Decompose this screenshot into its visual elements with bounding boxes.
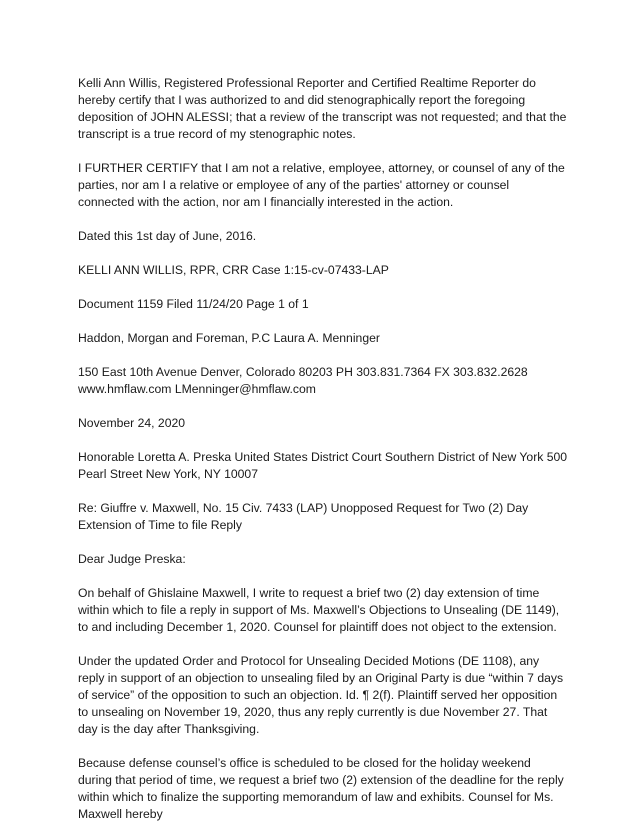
reporter-case-line: KELLI ANN WILLIS, RPR, CRR Case 1:15-cv-07433-LAP [78, 263, 389, 277]
body-paragraph-2: Under the updated Order and Protocol for Unsealing Decided Motions (DE 1108), any reply in support of an objection to unsealing filed by an Original Party is due “within 7 days of service” of the opposition to such an objection. Id. ¶ 2(f). Plaintiff served her opposition to unsealing on November 19, 2020, thus any reply currently is due November 27. That day is the day after Thanksgiving. [78, 654, 564, 736]
further-certify-paragraph: I FURTHER CERTIFY that I am not a relative, employee, attorney, or counsel of any of the parties, nor am I a relative or employee of any of the parties' attorney or counsel connected with the action, nor am I financially interested in the action. [78, 161, 565, 209]
re-line: Re: Giuffre v. Maxwell, No. 15 Civ. 7433 (LAP) Unopposed Request for Two (2) Day Extension of Time to file Reply [78, 501, 529, 532]
certification-paragraph: Kelli Ann Willis, Registered Professional Reporter and Certified Realtime Reporter do hereby certify that I was authorized to and did stenographically report the foregoing deposition of JOHN ALESSI; that a review of the transcript was not requested; and that the transcript is a true record of my stenographic notes. [78, 76, 567, 141]
recipient-address: Honorable Loretta A. Preska United States District Court Southern District of New York 500 Pearl Street New York, NY 10007 [78, 450, 568, 481]
salutation: Dear Judge Preska: [78, 552, 186, 566]
dated-line: Dated this 1st day of June, 2016. [78, 229, 257, 243]
body-paragraph-1: On behalf of Ghislaine Maxwell, I write to request a brief two (2) day extension of time within which to file a reply in support of Ms. Maxwell’s Objections to Unsealing (DE 1149), to and including December 1, 2020. Counsel for plaintiff does not object to the extension. [78, 586, 560, 634]
firm-name-line: Haddon, Morgan and Foreman, P.C Laura A. Menninger [78, 331, 380, 345]
body-paragraph-3: Because defense counsel’s office is scheduled to be closed for the holiday weekend during that period of time, we request a brief two (2) extension of the deadline for the reply within which to finalize the supporting memorandum of law and exhibits. Counsel for Ms. Maxwell hereby [78, 756, 564, 821]
letter-date: November 24, 2020 [78, 416, 186, 430]
firm-address-block: 150 East 10th Avenue Denver, Colorado 80203 PH 303.831.7364 FX 303.832.2628 www.hmflaw.com LMenninger@hmflaw.com [78, 365, 528, 396]
document-filed-line: Document 1159 Filed 11/24/20 Page 1 of 1 [78, 297, 309, 311]
